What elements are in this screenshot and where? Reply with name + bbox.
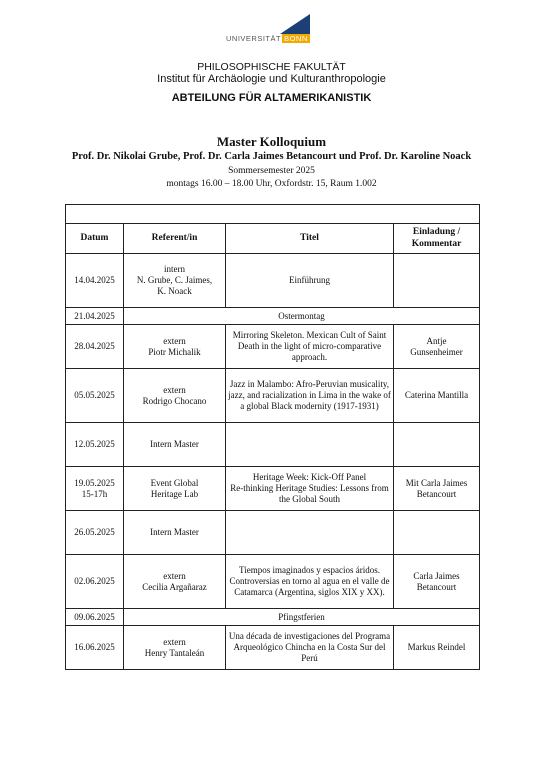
table-row (66, 308, 480, 325)
cell-speaker: Intern Master (124, 511, 226, 555)
logo-wordmark (226, 34, 310, 43)
institute-name: Institut für Archäologie und Kulturanthropologie (157, 73, 386, 85)
spacer-cell (66, 205, 480, 224)
cell-invite: Antje Gunsenheimer (394, 325, 480, 369)
cell-invite (394, 254, 480, 308)
cell-invite (394, 511, 480, 555)
cell-title: Tiempos imaginados y espacios áridos. Controversias en torno al agua en el valle de Catamarca (Argentina, siglos XIX y XX). (226, 555, 394, 609)
table-header-row (66, 224, 480, 254)
cell-invite: Caterina Mantilla (394, 369, 480, 423)
cell-date: 26.05.2025 (66, 511, 124, 555)
logo-university-text: UNIVERSITÄT (226, 34, 282, 43)
table-row (66, 626, 480, 670)
cell-speaker: Event Global Heritage Lab (124, 467, 226, 511)
cell-speaker: extern Cecilia Argañaraz (124, 555, 226, 609)
cell-date: 21.04.2025 (66, 308, 124, 325)
cell-invite: Mit Carla Jaimes Betancourt (394, 467, 480, 511)
table-row (66, 467, 480, 511)
semester-line: Sommersemester 2025 (228, 166, 315, 176)
table-spacer-row (66, 205, 480, 224)
cell-title: Jazz in Malambo: Afro-Peruvian musicality, jazz, and racialization in Lima in the wake of a global Black modernity (1917-1931) (226, 369, 394, 423)
cell-title: Una década de investigaciones del Programa Arqueológico Chincha en la Costa Sur del Perú (226, 626, 394, 670)
logo-bonn-text: BONN (284, 34, 308, 43)
cell-invite (394, 423, 480, 467)
cell-invite: Carla Jaimes Betancourt (394, 555, 480, 609)
university-logo (226, 8, 314, 56)
cell-date: 19.05.2025 15-17h (66, 467, 124, 511)
table-row (66, 254, 480, 308)
cell-speaker: intern N. Grube, C. Jaimes, K. Noack (124, 254, 226, 308)
header-invite: Einladung / Kommentar (394, 224, 480, 254)
cell-date: 28.04.2025 (66, 325, 124, 369)
cell-speaker: extern Rodrigo Chocano (124, 369, 226, 423)
faculty-name: PHILOSOPHISCHE FAKULTÄT (197, 61, 346, 73)
cell-speaker: Intern Master (124, 423, 226, 467)
cell-span-note: Ostermontag (124, 308, 480, 325)
cell-title (226, 423, 394, 467)
cell-title: Einführung (226, 254, 394, 308)
cell-invite: Markus Reindel (394, 626, 480, 670)
header-title: Titel (226, 224, 394, 254)
professors-line: Prof. Dr. Nikolai Grube, Prof. Dr. Carla Jaimes Betancourt und Prof. Dr. Karoline Noack (71, 151, 472, 162)
cell-date: 12.05.2025 (66, 423, 124, 467)
cell-date: 16.06.2025 (66, 626, 124, 670)
department-name: ABTEILUNG FÜR ALTAMERIKANISTIK (171, 92, 372, 104)
cell-title: Heritage Week: Kick-Off Panel Re-thinking Heritage Studies: Lessons from the Global South (226, 467, 394, 511)
cell-title: Mirroring Skeleton. Mexican Cult of Saint Death in the light of micro-comparative approach. (226, 325, 394, 369)
header-date: Datum (66, 224, 124, 254)
table-row (66, 369, 480, 423)
table-row (66, 325, 480, 369)
cell-date: 14.04.2025 (66, 254, 124, 308)
cell-speaker: extern Piotr Michalik (124, 325, 226, 369)
cell-span-note: Pfingstferien (124, 609, 480, 626)
cell-date: 05.05.2025 (66, 369, 124, 423)
time-place-line: montags 16.00 – 18.00 Uhr, Oxfordstr. 15, Raum 1.002 (166, 179, 377, 189)
header-speaker: Referent/in (124, 224, 226, 254)
table-row (66, 555, 480, 609)
cell-title (226, 511, 394, 555)
table-row (66, 609, 480, 626)
table-row (66, 511, 480, 555)
cell-date: 02.06.2025 (66, 555, 124, 609)
logo-triangle-icon (280, 14, 310, 34)
table-row (66, 423, 480, 467)
page-title: Master Kolloquium (216, 134, 327, 149)
table-body (66, 254, 480, 670)
schedule-table (65, 204, 480, 670)
cell-speaker: extern Henry Tantaleán (124, 626, 226, 670)
cell-date: 09.06.2025 (66, 609, 124, 626)
